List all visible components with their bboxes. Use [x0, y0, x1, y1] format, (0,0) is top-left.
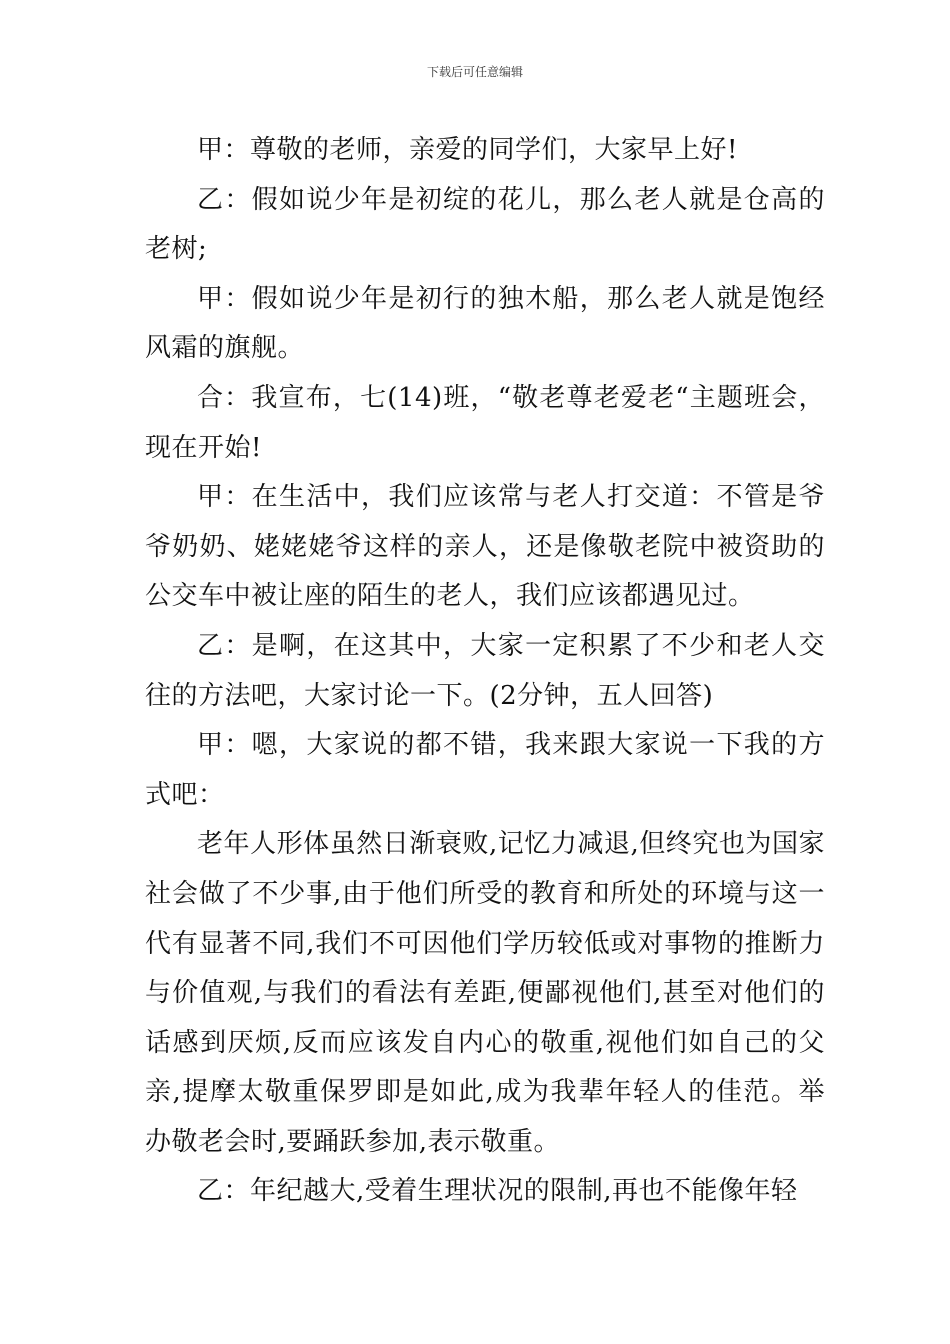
document-body — [145, 126, 825, 1217]
paragraph-5: 甲：在生活中，我们应该常与老人打交道：不管是爷爷奶奶、姥姥姥爷这样的亲人，还是像敬老院中被资助的公交车中被让座的陌生的老人，我们应该都遇见过。 — [145, 482, 825, 612]
paragraph-8: 老年人形体虽然日渐衰败,记忆力减退,但终究也为国家社会做了不少事,由于他们所受的教育和所处的环境与这一代有显著不同,我们不可因他们学历较低或对事物的推断力与价值观,与我们的看法有差距,便鄙视他们,甚至对他们的话感到厌烦,反而应该发自内心的敬重,视他们如自己的父亲,提摩太敬重保罗即是如此,成为我辈年轻人的佳范。举办敬老会时,要踊跃参加,表示敬重。 — [145, 829, 825, 1157]
paragraph-1: 甲：尊敬的老师，亲爱的同学们，大家早上好! — [197, 135, 738, 165]
page-header: 下载后可任意编辑 — [426, 65, 523, 79]
paragraph-6: 乙：是啊，在这其中，大家一定积累了不少和老人交往的方法吧，大家讨论一下。(2分钟，五人回答) — [145, 630, 825, 711]
paragraph-7: 甲：嗯，大家说的都不错，我来跟大家说一下我的方式吧： — [145, 730, 825, 810]
paragraph-3: 甲：假如说少年是初行的独木船，那么老人就是饱经风霜的旗舰。 — [145, 283, 825, 364]
paragraph-2: 乙：假如说少年是初绽的花儿，那么老人就是仓高的老树; — [145, 184, 825, 265]
paragraph-4: 合：我宣布，七(14)班，“敬老尊老爱老“主题班会，现在开始! — [145, 382, 825, 463]
paragraph-9: 乙：年纪越大,受着生理状况的限制,再也不能像年轻 — [197, 1176, 798, 1207]
